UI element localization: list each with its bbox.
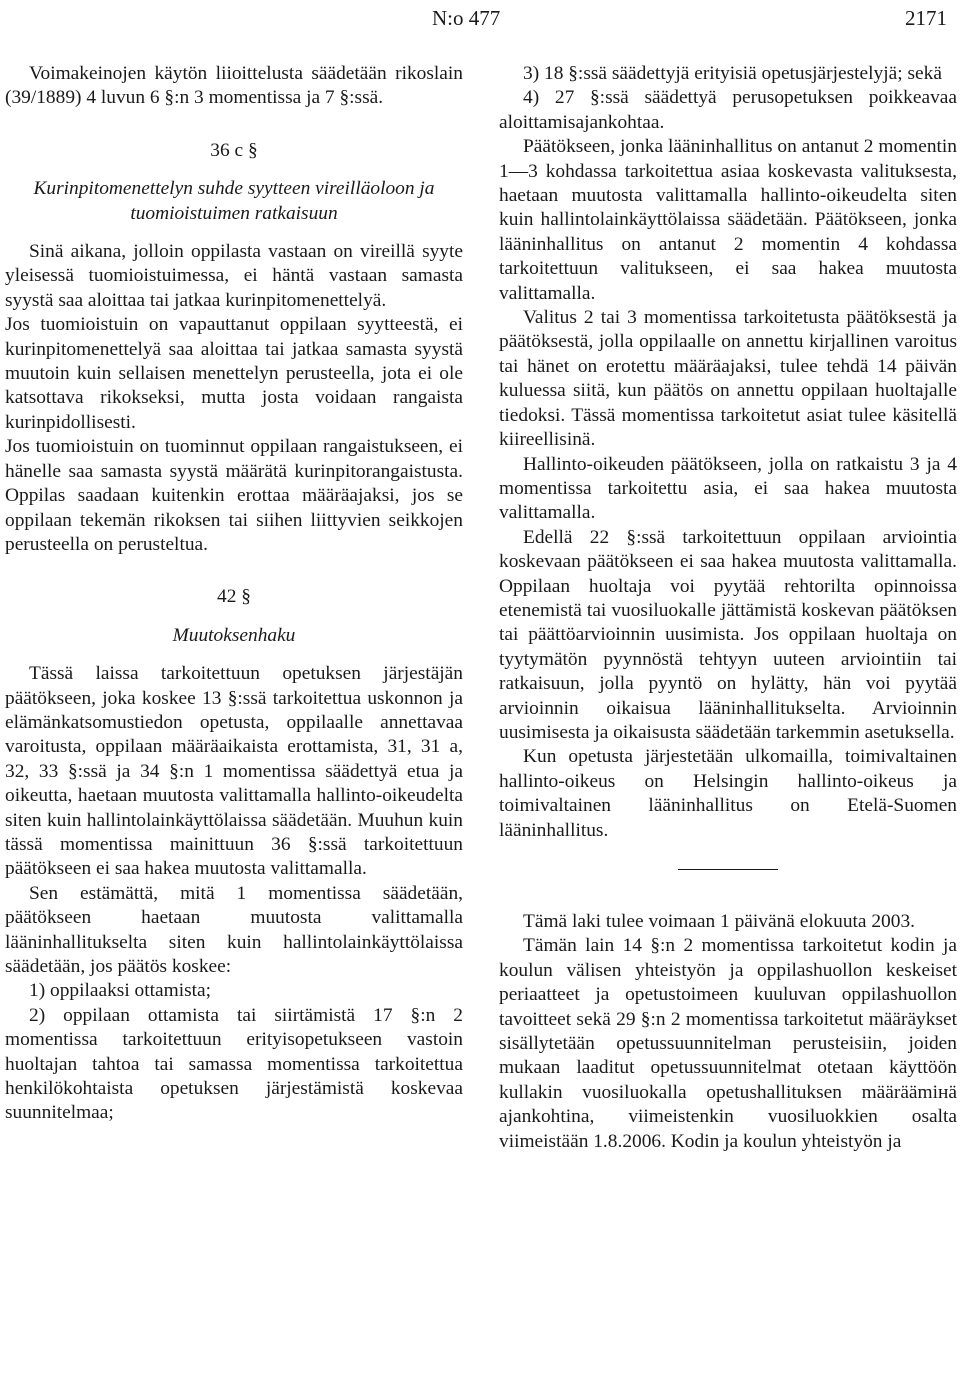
section-number: 42 § — [217, 586, 251, 608]
paragraph: Sinä aikana, jolloin oppilasta vastaan on vireillä syyte yleisessä tuomioistuimessa, ei häntä vastaan samasta syystä saa aloittaa tai jatkaa kurinpitomenettelyä. — [5, 241, 463, 311]
list-item: 1) oppilaaksi ottamista; — [29, 980, 212, 1002]
paragraph: Valitus 2 tai 3 momentissa tarkoitetusta päätöksestä ja päätöksestä, jolla oppilaalle on annettu kirjallinen varoitus tai hänet on erotettu määräajaksi, tulee tehdä 14 päivän kuluessa siitä, kun päätös on annettu oppilaan huoltajalle tiedoksi. Tässä momentissa tarkoitetut asiat tulee käsitellä kiireellisinä. — [499, 307, 957, 451]
right-column — [499, 62, 957, 1154]
divider — [678, 869, 778, 870]
section-number: 36 c § — [210, 139, 258, 161]
paragraph: Hallinto-oikeuden päätökseen, jolla on ratkaistu 3 ja 4 momentissa tarkoitettu asia, ei saa hakea muutosta valittamalla. — [499, 453, 957, 524]
paragraph: Kun opetusta järjestetään ulkomailla, toimivaltainen hallinto-oikeus on Helsingin hallinto-oikeus ja toimivaltainen lääninhallitus on Etelä-Suomen lääninhallitus. — [499, 746, 957, 841]
page-header — [0, 6, 960, 36]
paragraph: Voimakeinojen käytön liioittelusta säädetään rikoslain (39/1889) 4 luvun 6 §:n 3 momentissa ja 7 §:ssä. — [5, 63, 463, 109]
section-title: Kurinpitomenettelyn suhde syytteen vireilläoloon ja tuomioistuimen ratkaisuun — [33, 178, 435, 224]
paragraph: Tämän lain 14 §:n 2 momentissa tarkoitetut kodin ja koulun välisen yhteistyön ja oppilashuollon keskeiset periaatteet ja opetustoimeen kuuluvan oppilashuollon tavoitteet sekä 29 §:n 2 momentissa tarkoitetut määräykset sisällytetään opetussuunnitelman perusteisiin, joiden mukaan laaditut opetussuunnitelmat otetaan käyttöön kullakin vuosiluokalla opetushallituksen määräämінä ajankohtina, viimeistenkin vuosiluokkien osalta viimeistään 1.8.2006. Kodin ja koulun yhteistyön ja — [499, 935, 957, 1152]
paragraph: Päätökseen, jonka lääninhallitus on antanut 2 momentin 1—3 kohdassa tarkoitettua asiaa koskevasta valituksesta, haetaan muutosta valittamalla hallinto-oikeudelta siten kuin hallintolainkäyttölaissa säädetään. Päätökseen, jonka lääninhallitus on antanut 2 momentin 4 kohdassa tarkoitettuun valitukseen, ei saa hakea muutosta valittamalla. — [499, 136, 957, 304]
paragraph: Tämä laki tulee voimaan 1 päivänä elokuuta 2003. — [523, 911, 915, 932]
paragraph: Jos tuomioistuin on vapauttanut oppilaan syytteestä, ei kurinpitomenettelyä saa aloittaa tai jatkaa samasta syystä muutoin kuin sellaisen menettelyn perusteella, jota ei ole katsottava rikokseksi, mutta josta voidaan rangaista kurinpidollisesti. — [5, 314, 463, 433]
statute-number: N:o 477 — [432, 6, 501, 30]
paragraph: Sen estämättä, mitä 1 momentissa säädetään, päätökseen haetaan muutosta valittamalla lääninhallitukselta siten kuin hallintolainkäyttölaissa säädetään, jos päätös koskee: — [5, 882, 463, 977]
paragraph: Tässä laissa tarkoitettuun opetuksen järjestäjän päätökseen, joka koskee 13 §:ssä tarkoitettua uskonnon ja elämänkatsomustiedon opetusta, oppilaalle annettavaa varoitusta, oppilaan määräaikaista erottamista, 31, 31 a, 32, 33 §:ssä ja 34 §:n 1 momentissa säädettyä etua ja oikeutta, haetaan muutosta valittamalla hallinto-oikeudelta siten kuin hallintolainkäyttölaissa säädetään. Muuhun kuin tässä momentissa mainittuun 36 §:ssä tarkoitettuun päätökseen ei saa hakea muutosta valittamalla. — [5, 663, 463, 880]
page-number: 2171 — [905, 6, 947, 30]
left-column — [5, 62, 463, 1126]
list-item: 4) 27 §:ssä säädettyä perusopetuksen poikkeavaa aloittamisajankohtaa. — [499, 87, 957, 133]
section-title: Muutoksenhaku — [172, 624, 296, 646]
list-item: 3) 18 §:ssä säädettyjä erityisiä opetusjärjestelyjä; sekä — [523, 63, 942, 84]
paragraph: Edellä 22 §:ssä tarkoitettuun oppilaan arviointia koskevaan päätökseen ei saa hakea muutosta valittamalla. Oppilaan huoltaja voi pyytää rehtorilta opinnoissa etenemistä tai vuosiluokalle jättämistä koskevan päätöksen tai päättöarvioinnin uusimista. Jos oppilaan huoltaja on tyytymätön pyynnöstä tehtyyn uuteen arviointiin tai ratkaisuun, jolla pyyntö on hylätty, hän voi pyytää arvioinnin oikaisua lääninhallitukselta. Arvioinnin uusimisesta ja oikaisusta säädetään tarkemmin asetuksella. — [499, 526, 957, 743]
list-item: 2) oppilaan ottamista tai siirtämistä 17 §:n 2 momentissa tarkoitettuun erityisopetukseen vastoin huoltajan tahtoa tai samassa momentissa tarkoitettua henkilökohtaista opetuksen järjestämistä koskevaa suunnitelmaa; — [5, 1004, 463, 1124]
paragraph: Jos tuomioistuin on tuominnut oppilaan rangaistukseen, ei hänelle saa samasta syystä määrätä kurinpitorangaistusta. Oppilas saadaan kuitenkin erottaa määräajaksi, jos se oppilaan tekemän rikoksen tai siihen liittyvien seikkojen perusteella on perusteltua. — [5, 436, 463, 555]
